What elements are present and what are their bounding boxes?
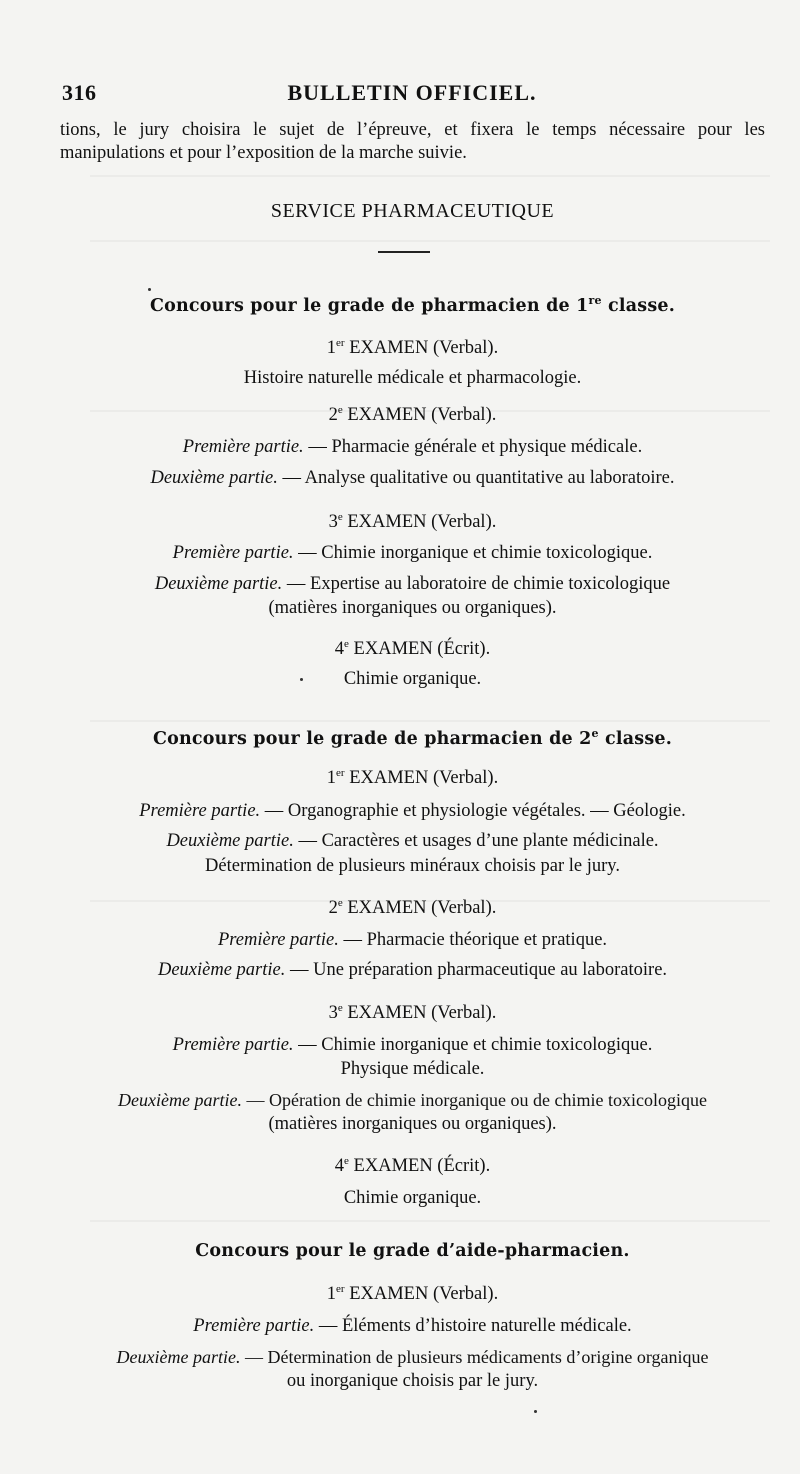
exam-number: 4 (334, 639, 345, 659)
c3-exam-1-part-2 (60, 1346, 765, 1368)
exam-label: EXAMEN (Écrit). (348, 1156, 491, 1176)
part-label: Deuxième partie. (118, 1090, 242, 1110)
part-text: — Une préparation pharmaceutique au laboratoire. (285, 960, 668, 980)
part-label: Deuxième partie. (166, 831, 294, 851)
c2-exam-2-part-1 (60, 929, 765, 951)
page-header (62, 80, 762, 110)
show-through-line (90, 720, 770, 722)
c1-exam-1-heading (60, 337, 765, 359)
exam-number: 3 (328, 1003, 338, 1023)
part-label: Première partie. (217, 930, 339, 950)
exam-label: EXAMEN (Verbal). (344, 768, 499, 788)
part-text: — Pharmacie théorique et pratique. (338, 930, 608, 950)
part-label: Deuxième partie. (116, 1347, 241, 1367)
c2-exam-3-part-1 (60, 1034, 765, 1056)
exam-number: 1 (326, 768, 337, 788)
concours-3-title: Concours pour le grade d’aide-pharmacien. (195, 1241, 630, 1261)
exam-label: EXAMEN (Verbal). (342, 898, 497, 918)
concours-1-title (60, 290, 765, 317)
exam-label: EXAMEN (Verbal). (342, 1003, 497, 1023)
exam-number: 2 (328, 898, 338, 918)
c2-exam-3-heading (60, 1002, 765, 1024)
part-text: — Organographie et physiologie végétales. — Géologie. (260, 801, 686, 821)
exam-label: EXAMEN (Verbal). (342, 512, 497, 532)
part-label: Deuxième partie. (157, 960, 286, 980)
c2-exam-3-part-2-cont: (matières inorganiques ou organiques). (268, 1114, 557, 1134)
part-text: — Éléments d’histoire naturelle médicale. (314, 1316, 632, 1336)
c2-exam-1-part-1 (60, 800, 765, 822)
print-speck (534, 1410, 537, 1413)
exam-label: EXAMEN (Verbal). (342, 405, 497, 425)
exam-number: 4 (334, 1156, 345, 1176)
exam-number: 1 (326, 1284, 337, 1304)
running-title: BULLETIN OFFICIEL. (287, 80, 537, 105)
part-text: — Caractères et usages d’une plante médicinale. (293, 831, 659, 851)
c1-exam-2-part-2 (60, 467, 765, 489)
concours-2-title-a: Concours pour le grade de pharmacien de 2 (152, 728, 592, 749)
c2-exam-2-heading (60, 897, 765, 919)
section-divider (378, 251, 430, 253)
c1-exam-3-heading (60, 511, 765, 533)
c2-exam-1-part-2 (60, 830, 765, 852)
exam-number-sup: e (337, 1001, 343, 1014)
concours-2-title-b: classe. (598, 728, 673, 749)
concours-2-title-sup: e (591, 727, 599, 740)
exam-number-sup: er (336, 766, 345, 779)
print-speck (300, 678, 303, 681)
exam-number-sup: e (337, 403, 343, 416)
part-text: — Analyse qualitative ou quantitative au laboratoire. (277, 468, 675, 488)
c3-exam-1-part-1 (60, 1315, 765, 1337)
exam-number-sup: er (336, 1282, 345, 1295)
c2-exam-1-part-2-cont: Détermination de plusieurs minéraux choisis par le jury. (205, 856, 620, 876)
part-label: Deuxième partie. (150, 468, 278, 488)
exam-number-sup: e (344, 1154, 349, 1167)
part-text: — Pharmacie générale et physique médicale. (303, 437, 643, 457)
c1-exam-1-text: Histoire naturelle médicale et pharmacologie. (243, 368, 582, 388)
part-text: — Opération de chimie inorganique ou de chimie toxicologique (241, 1090, 707, 1110)
c3-exam-1-heading (60, 1283, 765, 1305)
concours-1-title-a: Concours pour le grade de pharmacien de 1 (149, 295, 589, 316)
c2-exam-4-heading (60, 1155, 765, 1177)
c2-exam-2-part-2 (60, 959, 765, 981)
part-label: Première partie. (193, 1316, 315, 1336)
intro-line-2: manipulations et pour l’exposition de la marche suivie. (60, 143, 467, 163)
concours-1-title-sup: re (588, 294, 602, 307)
part-text: — Chimie inorganique et chimie toxicologique. (293, 543, 653, 563)
c3-exam-1-part-2-cont: ou inorganique choisis par le jury. (286, 1371, 539, 1391)
intro-line-1: tions, le jury choisira le sujet de l’épreuve, et fixera le temps nécessaire pour les (60, 120, 765, 140)
c1-exam-2-heading (60, 404, 765, 426)
c1-exam-4-text: Chimie organique. (343, 669, 482, 689)
exam-number-sup: e (344, 637, 349, 650)
c1-exam-3-part-2-cont: (matières inorganiques ou organiques). (268, 598, 557, 618)
page-number: 316 (62, 80, 97, 105)
show-through-line (90, 175, 770, 177)
part-label: Deuxième partie. (154, 574, 283, 594)
exam-number: 1 (326, 338, 337, 358)
concours-1-title-b: classe. (601, 295, 676, 316)
c2-exam-1-heading (60, 767, 765, 789)
exam-number: 3 (328, 512, 338, 532)
concours-2-title (60, 723, 765, 750)
c2-exam-3-part-1-cont: Physique médicale. (340, 1059, 485, 1079)
exam-label: EXAMEN (Verbal). (344, 1284, 499, 1304)
part-label: Première partie. (172, 1035, 294, 1055)
c1-exam-3-part-2 (60, 573, 765, 595)
c1-exam-4-heading (60, 638, 765, 660)
part-text: — Détermination de plusieurs médicaments d’origine organique (240, 1347, 709, 1367)
exam-label: EXAMEN (Verbal). (344, 338, 499, 358)
section-title: SERVICE PHARMACEUTIQUE (270, 200, 555, 222)
show-through-line (90, 240, 770, 242)
part-label: Première partie. (172, 543, 294, 563)
c1-exam-3-part-1 (60, 542, 765, 564)
exam-number-sup: e (337, 896, 343, 909)
exam-number: 2 (328, 405, 338, 425)
part-text: — Chimie inorganique et chimie toxicologique. (293, 1035, 653, 1055)
c1-exam-2-part-1 (60, 436, 765, 458)
exam-label: EXAMEN (Écrit). (348, 639, 491, 659)
show-through-line (90, 1220, 770, 1222)
part-label: Première partie. (139, 801, 261, 821)
part-text: — Expertise au laboratoire de chimie toxicologique (282, 574, 671, 594)
part-label: Première partie. (182, 437, 304, 457)
c2-exam-4-text: Chimie organique. (343, 1188, 482, 1208)
c2-exam-3-part-2 (60, 1089, 765, 1111)
exam-number-sup: e (337, 510, 343, 523)
exam-number-sup: er (336, 336, 345, 349)
